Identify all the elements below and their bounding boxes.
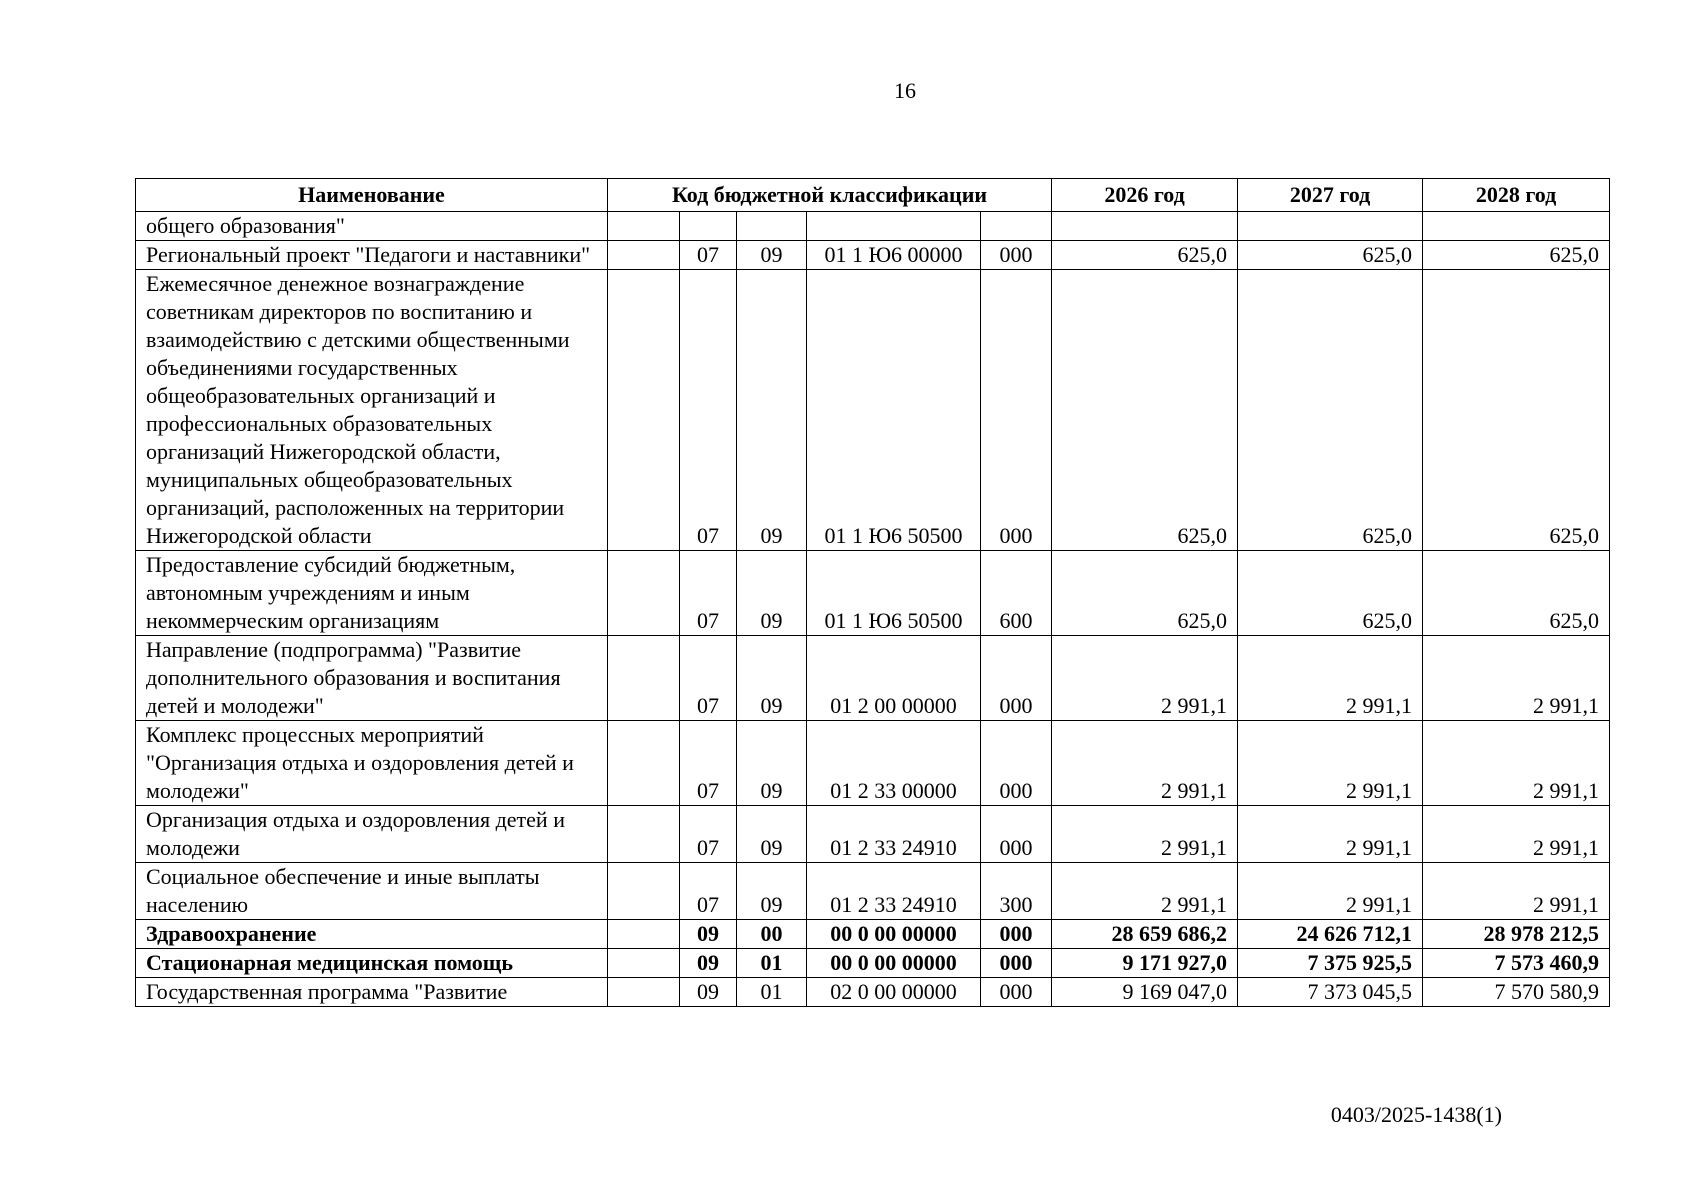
cell-c1: 07	[680, 241, 737, 270]
cell-c4: 000	[981, 920, 1052, 949]
cell-v2027: 7 375 925,5	[1238, 949, 1423, 978]
table-body	[136, 212, 1610, 1007]
cell-empty	[608, 949, 680, 978]
budget-table	[135, 178, 1610, 1007]
cell-c3: 01 2 33 00000	[807, 721, 981, 806]
cell-c1: 07	[680, 270, 737, 551]
cell-c2: 09	[737, 806, 807, 863]
cell-v2026: 625,0	[1052, 551, 1238, 636]
cell-name: Организация отдыха и оздоровления детей и молодежи	[136, 806, 608, 863]
cell-c1: 07	[680, 806, 737, 863]
cell-v2028: 7 570 580,9	[1423, 978, 1610, 1007]
table-row	[136, 806, 1610, 863]
cell-c1: 09	[680, 920, 737, 949]
cell-c3: 01 2 00 00000	[807, 636, 981, 721]
cell-v2027: 2 991,1	[1238, 636, 1423, 721]
cell-name: Предоставление субсидий бюджетным, автономным учреждениям и иным некоммерческим организациям	[136, 551, 608, 636]
cell-c3: 01 1 Ю6 00000	[807, 241, 981, 270]
cell-v2028	[1423, 212, 1610, 241]
cell-name: Направление (подпрограмма) "Развитие дополнительного образования и воспитания детей и молодежи"	[136, 636, 608, 721]
cell-c3	[807, 212, 981, 241]
cell-v2026: 625,0	[1052, 241, 1238, 270]
cell-v2026: 2 991,1	[1052, 636, 1238, 721]
cell-c4: 000	[981, 270, 1052, 551]
cell-v2028: 625,0	[1423, 551, 1610, 636]
cell-empty	[608, 212, 680, 241]
cell-name: Стационарная медицинская помощь	[136, 949, 608, 978]
cell-name: Государственная программа "Развитие	[136, 978, 608, 1007]
cell-c2: 09	[737, 636, 807, 721]
document-code: 0403/2025-1438(1)	[1330, 1102, 1502, 1127]
cell-v2026: 2 991,1	[1052, 721, 1238, 806]
cell-c4	[981, 212, 1052, 241]
cell-v2027: 625,0	[1238, 551, 1423, 636]
cell-c4: 000	[981, 978, 1052, 1007]
cell-v2026: 2 991,1	[1052, 806, 1238, 863]
cell-c2: 01	[737, 949, 807, 978]
cell-c1: 09	[680, 949, 737, 978]
cell-v2027: 7 373 045,5	[1238, 978, 1423, 1007]
cell-c2: 09	[737, 551, 807, 636]
cell-c3: 02 0 00 00000	[807, 978, 981, 1007]
table-row	[136, 212, 1610, 241]
cell-v2027	[1238, 212, 1423, 241]
cell-v2028: 2 991,1	[1423, 806, 1610, 863]
table-row	[136, 636, 1610, 721]
cell-name: Социальное обеспечение и иные выплаты населению	[136, 863, 608, 920]
cell-v2026: 9 169 047,0	[1052, 978, 1238, 1007]
cell-empty	[608, 551, 680, 636]
cell-c2: 09	[737, 270, 807, 551]
cell-c2: 09	[737, 863, 807, 920]
cell-empty	[608, 863, 680, 920]
cell-empty	[608, 978, 680, 1007]
page-number: 16	[894, 78, 916, 103]
cell-v2028: 2 991,1	[1423, 863, 1610, 920]
header-code: Код бюджетной классификации	[608, 179, 1052, 212]
cell-c3: 00 0 00 00000	[807, 920, 981, 949]
cell-c2: 09	[737, 241, 807, 270]
cell-v2028: 2 991,1	[1423, 721, 1610, 806]
table-header-row	[136, 179, 1610, 212]
cell-c3: 01 2 33 24910	[807, 863, 981, 920]
cell-v2026: 625,0	[1052, 270, 1238, 551]
cell-v2026: 28 659 686,2	[1052, 920, 1238, 949]
cell-empty	[608, 241, 680, 270]
cell-c4: 000	[981, 241, 1052, 270]
cell-c4: 000	[981, 636, 1052, 721]
table-row	[136, 721, 1610, 806]
cell-v2028: 625,0	[1423, 270, 1610, 551]
cell-c4: 600	[981, 551, 1052, 636]
cell-empty	[608, 270, 680, 551]
cell-name: общего образования"	[136, 212, 608, 241]
cell-c4: 000	[981, 806, 1052, 863]
cell-name: Региональный проект "Педагоги и наставники"	[136, 241, 608, 270]
cell-empty	[608, 636, 680, 721]
cell-v2028: 28 978 212,5	[1423, 920, 1610, 949]
cell-v2027: 2 991,1	[1238, 806, 1423, 863]
cell-c1: 07	[680, 551, 737, 636]
cell-c3: 00 0 00 00000	[807, 949, 981, 978]
cell-v2027: 24 626 712,1	[1238, 920, 1423, 949]
table-row	[136, 949, 1610, 978]
cell-v2028: 625,0	[1423, 241, 1610, 270]
table-row	[136, 241, 1610, 270]
cell-c3: 01 1 Ю6 50500	[807, 270, 981, 551]
cell-name: Ежемесячное денежное вознаграждение советникам директоров по воспитанию и взаимодействию с детскими общественными объединениями государственных общеобразовательных организаций и профессиональных образовательных организаций Нижегородской области, муниципальных общеобразовательных организаций, расположенных на территории Нижегородской области	[136, 270, 608, 551]
cell-v2027: 2 991,1	[1238, 863, 1423, 920]
cell-c2: 09	[737, 721, 807, 806]
cell-empty	[608, 920, 680, 949]
table-row	[136, 863, 1610, 920]
header-2028: 2028 год	[1423, 179, 1610, 212]
cell-v2026: 2 991,1	[1052, 863, 1238, 920]
cell-v2027: 625,0	[1238, 270, 1423, 551]
cell-c4: 000	[981, 949, 1052, 978]
header-name: Наименование	[136, 179, 608, 212]
cell-v2026: 9 171 927,0	[1052, 949, 1238, 978]
table-row	[136, 551, 1610, 636]
cell-c1: 09	[680, 978, 737, 1007]
cell-c4: 300	[981, 863, 1052, 920]
table-row	[136, 270, 1610, 551]
cell-c2: 00	[737, 920, 807, 949]
cell-c4: 000	[981, 721, 1052, 806]
cell-empty	[608, 721, 680, 806]
cell-v2027: 2 991,1	[1238, 721, 1423, 806]
cell-c1	[680, 212, 737, 241]
header-2026: 2026 год	[1052, 179, 1238, 212]
cell-c2	[737, 212, 807, 241]
cell-c1: 07	[680, 863, 737, 920]
cell-c1: 07	[680, 721, 737, 806]
cell-c1: 07	[680, 636, 737, 721]
cell-c3: 01 1 Ю6 50500	[807, 551, 981, 636]
cell-v2028: 7 573 460,9	[1423, 949, 1610, 978]
cell-c3: 01 2 33 24910	[807, 806, 981, 863]
table-row	[136, 978, 1610, 1007]
cell-name: Здравоохранение	[136, 920, 608, 949]
cell-v2026	[1052, 212, 1238, 241]
header-2027: 2027 год	[1238, 179, 1423, 212]
cell-v2027: 625,0	[1238, 241, 1423, 270]
cell-name: Комплекс процессных мероприятий "Организация отдыха и оздоровления детей и молодежи"	[136, 721, 608, 806]
cell-empty	[608, 806, 680, 863]
table-row	[136, 920, 1610, 949]
cell-v2028: 2 991,1	[1423, 636, 1610, 721]
cell-c2: 01	[737, 978, 807, 1007]
